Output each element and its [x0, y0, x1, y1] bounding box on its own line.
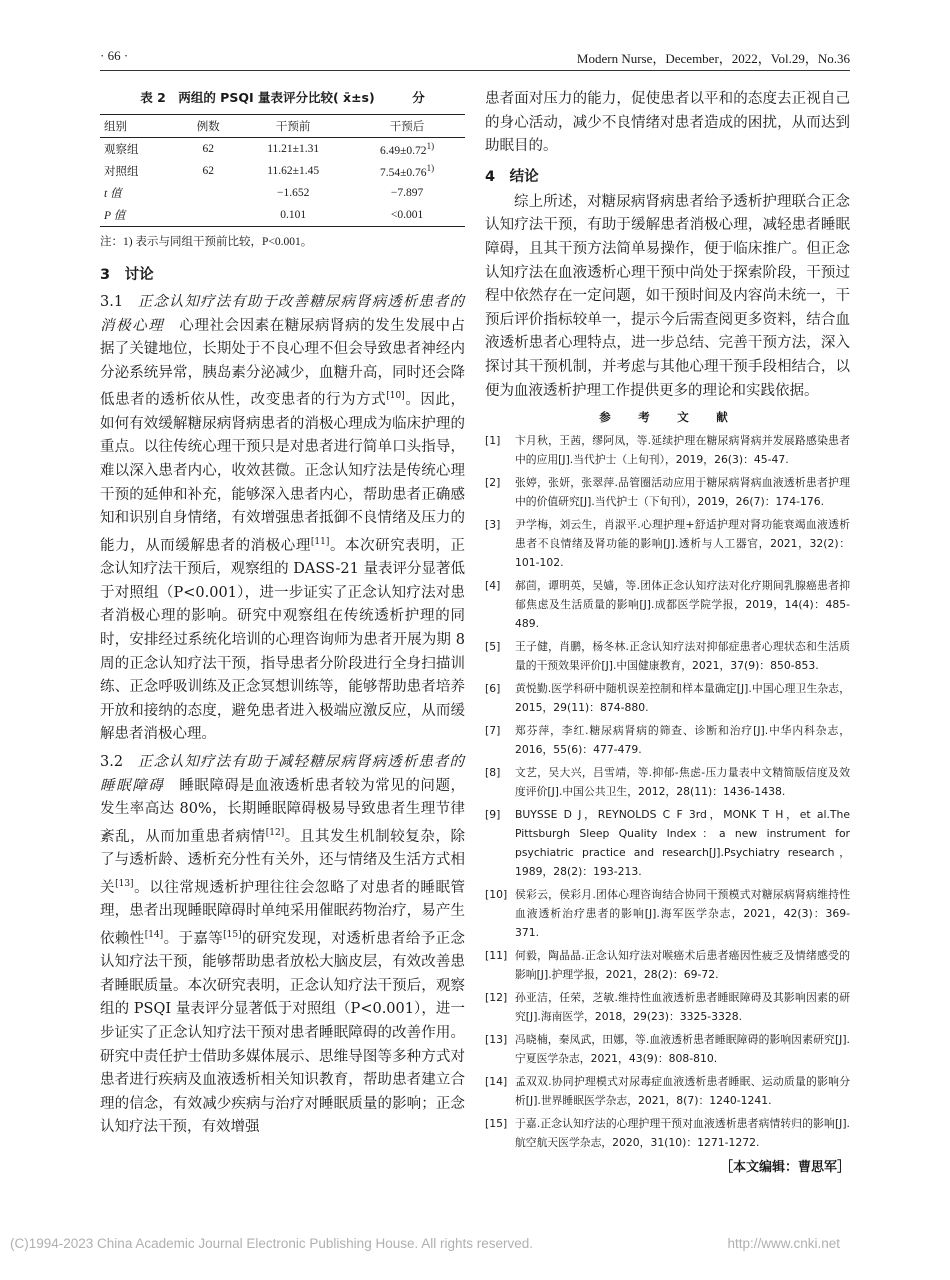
reference-text: 张婷，张妍，张翠萍.品管圈活动应用于糖尿病肾病血液透析患者护理中的价值研究[J].当代护士（下旬刊），2019，26(7)：174-176.: [515, 476, 850, 509]
reference-text: 侯彩云，侯彩月.团体心理咨询结合协同干预模式对糖尿病肾病维持性血液透析治疗患者的影响[J].海军医学杂志，2021，42(3)：369-371.: [515, 888, 850, 940]
table-row: [100, 160, 465, 182]
reference-text: 卞月秋，王茜，缪阿凤，等.延续护理在糖尿病肾病并发展路感染患者中的应用[J].当代护士（上旬刊），2019，26(3)：45-47.: [515, 434, 850, 467]
subsection-3-1: [100, 291, 465, 747]
citation: [13]: [115, 878, 134, 889]
cnki-link[interactable]: http://www.cnki.net: [727, 1236, 840, 1251]
paragraph-continued: 患者面对压力的能力，促使患者以平和的态度去正视自己的身心活动，减少不良情绪对患者造成的困扰，从而达到助眠目的。: [485, 91, 850, 155]
table-row: [100, 138, 465, 161]
subsection-number: 3.2: [100, 753, 124, 770]
reference-number: [6]: [485, 682, 501, 696]
reference-item: [485, 679, 850, 717]
subsection-title: 正念认知疗法有助于改善糖尿病肾病透析患者的消极心理: [100, 294, 466, 334]
reference-text: 文艺，吴大兴，吕雪靖，等.抑郁-焦虑-压力量表中文精简版信度及效度评价[J].中国公共卫生，2012，28(11)：1436-1438.: [515, 766, 850, 799]
reference-item: [485, 576, 850, 633]
table-row: [100, 204, 465, 227]
reference-item: [485, 1114, 850, 1152]
journal-header: Modern Nurse，December，2022，Vol.29，No.36: [576, 51, 850, 66]
reference-number: [5]: [485, 640, 501, 654]
table-header-cell: 干预前: [237, 115, 349, 138]
reference-item: [485, 1030, 850, 1068]
table-cell: 62: [202, 143, 215, 155]
paragraph-text: 的研究发现，对透析患者给予正念认知疗法干预，能够帮助患者放松大脑皮层，有效改善患者睡眠质量。本次研究表明，正念认知疗法干预后，观察组的 PSQI 量表评分显著低于对照组（P<0.001），进一步证实了正念认知疗法干预对患者睡眠障碍的改善作用。研究中责任护士借助多媒体展示、思维导图等多种方式对患者进行疾病及血液透析相关知识教育，帮助患者建立合理的信念，有效减少疾病与治疗对睡眠质量的影响；正念认知疗法干预，有效增强: [100, 930, 466, 1136]
reference-text: 郑芬萍，李红.糖尿病肾病的筛查、诊断和治疗[J].中华内科杂志，2016，55(6)：477-479.: [515, 724, 850, 757]
reference-number: [15]: [485, 1117, 508, 1131]
table-cell: 对照组: [104, 166, 139, 178]
table-cell: [179, 182, 237, 204]
reference-number: [8]: [485, 766, 501, 780]
table-cell: −1.652: [276, 187, 310, 199]
reference-item: [485, 721, 850, 759]
reference-text: 郝茴，谭明英，吴嫱，等.团体正念认知疗法对化疗期间乳腺癌患者抑郁焦虑及生活质量的影响[J].成都医学院学报，2019，14(4)：485-489.: [515, 579, 850, 631]
paragraph-text: 。且其发生机制较复杂，除了与透析龄、透析充分性有关外，还与情绪及生活方式相关: [100, 828, 466, 896]
table-cell: 62: [202, 165, 215, 177]
paragraph-text: 。因此，如何有效缓解糖尿病肾病患者的消极心理成为临床护理的重点。以往传统心理干预只是对患者进行简单口头指导，难以深入患者内心，收效甚微。正念认知疗法是传统心理干预的延伸和补充，能够深入患者内心，帮助患者正确感知和识别自身情绪，有效增强患者抵御不良情绪及压力的能力，从而缓解患者的消极心理: [100, 392, 466, 554]
reference-text: 孟双双.协同护理模式对尿毒症血液透析患者睡眠、运动质量的影响分析[J].世界睡眠医学杂志，2021，8(7)：1240-1241.: [515, 1075, 850, 1108]
reference-number: [3]: [485, 518, 501, 532]
copyright-text: (C)1994-2023 China Academic Journal Electronic Publishing House. All rights reserved.: [10, 1236, 534, 1251]
table-cell-value: 7.54±0.76: [380, 166, 427, 179]
right-column: [485, 88, 850, 1175]
table-cell-value: 6.49±0.72: [380, 144, 427, 157]
reference-number: [14]: [485, 1075, 508, 1089]
table-cell-marker: 1): [426, 163, 435, 174]
subsection-title: 正念认知疗法有助于减轻糖尿病肾病透析患者的睡眠障碍: [100, 753, 466, 794]
reference-text: 黄悦勤.医学科研中随机误差控制和样本量确定[J].中国心理卫生杂志，2015，29(11)：874-880.: [515, 682, 850, 715]
table-header-cell: 干预后: [349, 115, 465, 138]
reference-number: [10]: [485, 888, 508, 902]
reference-number: [1]: [485, 434, 501, 448]
table-title: 表 2 两组的 PSQI 量表评分比较( x̄±s) 分: [140, 90, 425, 105]
table-cell: P 值: [100, 204, 179, 227]
reference-number: [4]: [485, 579, 501, 593]
header-rule: [100, 70, 850, 71]
citation: [14]: [144, 929, 164, 940]
references-title: 参 考 文 献: [599, 410, 736, 425]
table-cell: t 值: [104, 188, 122, 200]
subsection-3-2: [100, 751, 465, 1140]
reference-text: 尹学梅，刘云生，肖淑平.心理护理+舒适护理对肾功能衰竭血液透析患者不良情绪及肾功能的影响[J].透析与人工器官，2021，32(2)：101-102.: [515, 518, 850, 570]
table-cell: [349, 160, 465, 182]
table-cell: −7.897: [390, 187, 424, 199]
reference-item: [485, 885, 850, 942]
reference-number: [9]: [485, 808, 501, 822]
subsection-number: 3.1: [100, 294, 124, 310]
psqi-table: [100, 114, 465, 227]
table-cell-marker: 1): [426, 141, 435, 152]
reference-number: [2]: [485, 476, 501, 490]
reference-item: [485, 946, 850, 984]
table-cell: [179, 204, 237, 227]
paragraph-text: 心理社会因素在糖尿病肾病的发生发展中占据了关键地位，长期处于不良心理不但会导致患者神经内分泌系统异常，胰岛素分泌减少，血糖升高，同时还会降低患者的透析依从性，改变患者的行为方式: [100, 317, 466, 409]
section-heading: 4 结论: [485, 168, 539, 185]
reference-text: 孙亚洁，任荣，芝敏.维持性血液透析患者睡眠障碍及其影响因素的研究[J].海南医学，2018，29(23)：3325-3328.: [515, 991, 850, 1024]
reference-number: [13]: [485, 1033, 508, 1047]
page-number: · 66 ·: [100, 48, 129, 63]
table-header-cell: 组别: [100, 115, 179, 138]
table-row: [100, 182, 465, 204]
reference-item: [485, 637, 850, 675]
citation: [15]: [223, 929, 242, 940]
paragraph-text: 。本次研究表明，正念认知疗法干预后，观察组的 DASS-21 量表评分显著低于对照组（P<0.001），进一步证实了正念认知疗法对患者消极心理的影响。研究中观察组在传统透析护理的同时，安排经过系统化培训的心理咨询师为患者开展为期 8 周的正念认知疗法干预，指导患者分阶段进行全身扫描训练、正念呼吸训练及正念冥想训练等，能够帮助患者培养开放和接纳的态度，避免患者进入极端应激反应，从而缓解患者消极心理。: [100, 537, 465, 743]
reference-item: [485, 473, 850, 511]
table-header-cell: 例数: [179, 115, 237, 138]
reference-list: [485, 431, 850, 1152]
conclusion-paragraph: 综上所述，对糖尿病肾病患者给予透析护理联合正念认知疗法干预，有助于缓解患者消极心理，减轻患者睡眠障碍，且其干预方法简单易操作，便于临床推广。但正念认知疗法在血液透析心理干预中尚处于探索阶段，干预过程中依然存在一定问题，如干预时间及内容尚未统一，干预后评价指标较单一，提示今后需查阅更多资料，结合血液透析患者心理特点，进一步总结、完善干预方法，深入探讨其干预机制，并考虑与其他心理干预手段相结合，以便为血液透析护理工作提供更多的理论和实践依据。: [485, 193, 850, 399]
reference-text: 何毅，陶晶晶.正念认知疗法对喉癌术后患者癌因性疲乏及情绪感受的影响[J].护理学报，2021，28(2)：69-72.: [515, 949, 850, 982]
citation: [10]: [386, 391, 405, 402]
table-header-row: [100, 115, 465, 138]
table-cell: [349, 138, 465, 161]
reference-item: [485, 763, 850, 801]
reference-item: [485, 431, 850, 469]
reference-text: 于嘉.正念认知疗法的心理护理干预对血液透析患者病情转归的影响[J].航空航天医学杂志，2020，31(10)：1271-1272.: [515, 1117, 850, 1150]
table-note: 注：1) 表示与同组干预前比较，P<0.001。: [100, 236, 313, 248]
reference-item: [485, 1072, 850, 1110]
reference-text: 王子健，肖鹏，杨冬林.正念认知疗法对抑郁症患者心理状态和生活质量的干预效果评价[J].中国健康教育，2021，37(9)：850-853.: [515, 640, 850, 673]
paragraph-text: 。于嘉等: [163, 930, 224, 947]
reference-text: BUYSSE D J，REYNOLDS C F 3rd，MONK T H，et al.The Pittsburgh Sleep Quality Index：a new instrument for psychiatric practice and research[J].Psychiatry research，1989，28(2)：193-213.: [515, 808, 850, 879]
reference-number: [7]: [485, 724, 501, 738]
table-cell: 11.21±1.31: [267, 143, 320, 155]
table-cell: 观察组: [104, 144, 139, 156]
left-column: [100, 88, 465, 1140]
citation: [11]: [310, 536, 330, 547]
editor-credit: ［本文编辑：曹思军］: [719, 1160, 850, 1176]
table-cell: <0.001: [349, 204, 465, 227]
reference-item: [485, 805, 850, 881]
reference-item: [485, 515, 850, 572]
reference-number: [12]: [485, 991, 508, 1005]
table-cell: 11.62±1.45: [267, 165, 320, 177]
reference-text: 冯晓楠，秦凤武，田娜，等.血液透析患者睡眠障碍的影响因素研究[J].宁夏医学杂志，2021，43(9)：808-810.: [515, 1033, 850, 1066]
paragraph-text: 睡眠障碍是血液透析患者较为常见的问题，发生率高达 80%，长期睡眠障碍极易导致患者生理节律紊乱，从而加重患者病情: [100, 777, 466, 845]
table-cell: 0.101: [237, 204, 349, 227]
reference-item: [485, 988, 850, 1026]
citation: [12]: [265, 827, 285, 838]
reference-number: [11]: [485, 949, 508, 963]
paragraph-text: 。以往常规透析护理往往会忽略了对患者的睡眠管理，患者出现睡眠障碍时单纯采用催眠药物治疗，易产生依赖性: [100, 879, 466, 947]
section-heading: 3 讨论: [100, 267, 154, 283]
